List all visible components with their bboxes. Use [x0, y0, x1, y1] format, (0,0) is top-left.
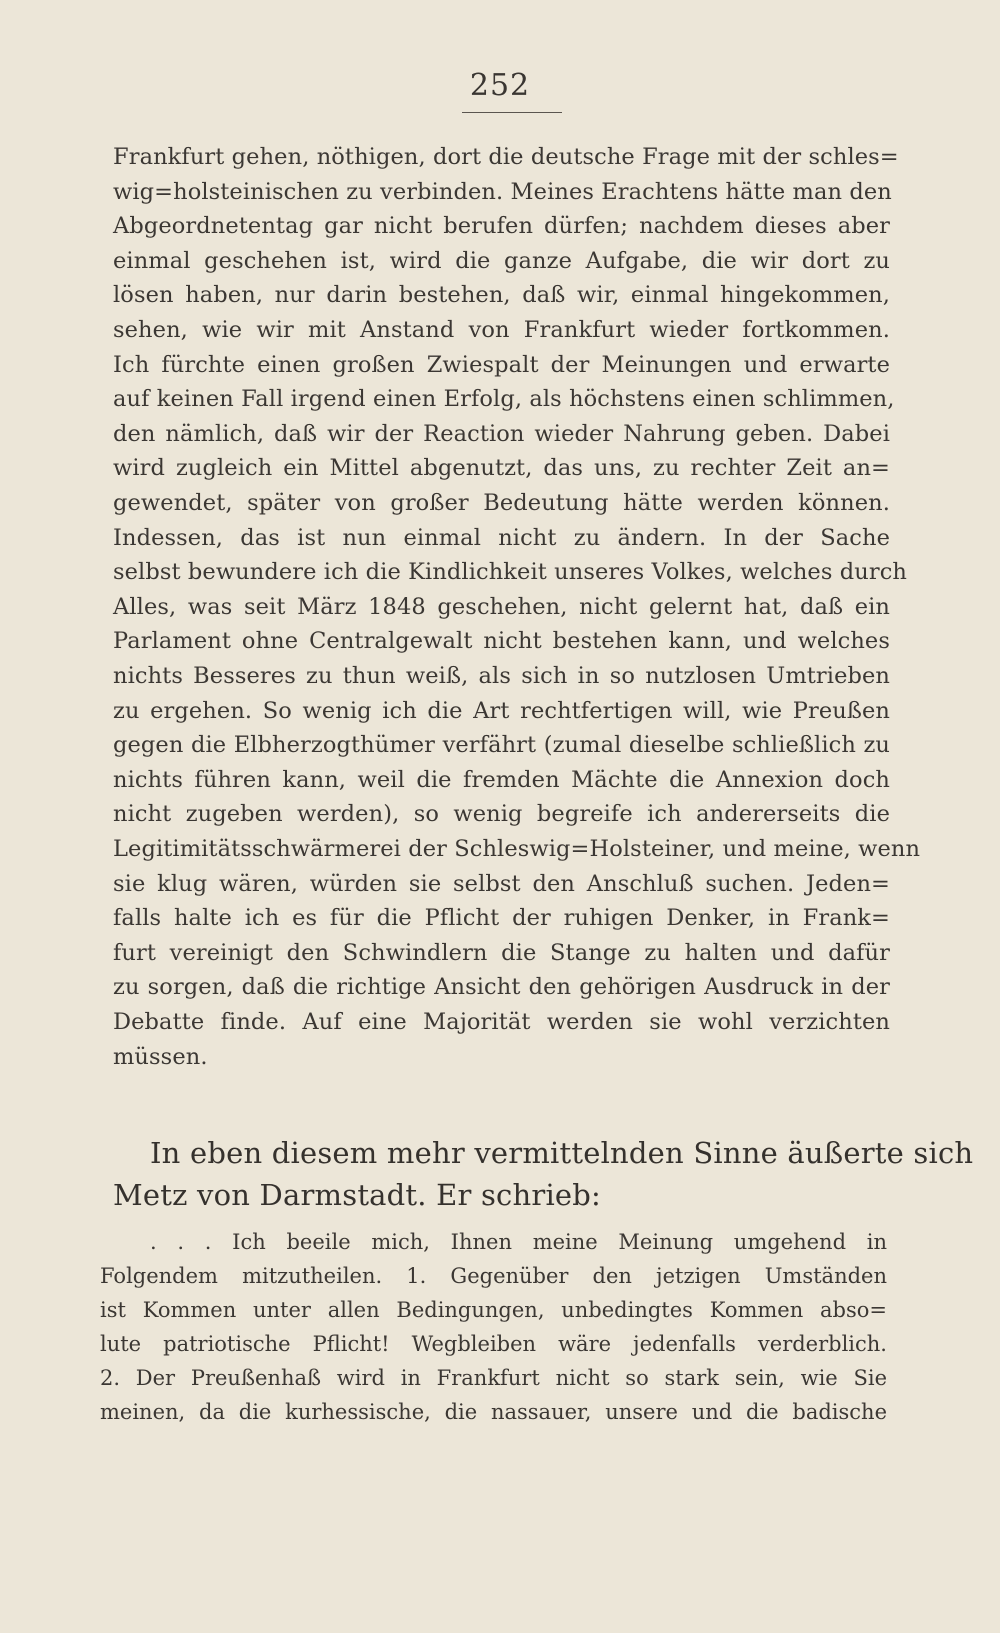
quote-line: ist Kommen unter allen Bedingungen, unbedingtes Kommen abso= [100, 1298, 887, 1322]
body-line: den nämlich, daß wir der Reaction wieder Nahrung geben. Dabei [113, 421, 890, 447]
body-line: falls halte ich es für die Pflicht der ruhigen Denker, in Frank= [113, 905, 890, 931]
body-line: nichts Besseres zu thun weiß, als sich in so nutzlosen Umtrieben [113, 663, 890, 689]
quote-line: lute patriotische Pflicht! Wegbleiben wäre jedenfalls verderblich. [100, 1332, 887, 1356]
body-line: sie klug wären, würden sie selbst den Anschluß suchen. Jeden= [113, 871, 890, 897]
body-line: sehen, wie wir mit Anstand von Frankfurt wieder fortkommen. [113, 317, 890, 343]
body-line: Frankfurt gehen, nöthigen, dort die deutsche Frage mit der schles= [113, 144, 899, 170]
body-line: furt vereinigt den Schwindlern die Stange zu halten und dafür [113, 940, 890, 966]
body-line: selbst bewundere ich die Kindlichkeit unseres Volkes, welches durch [113, 559, 907, 585]
body-line: zu ergehen. So wenig ich die Art rechtfertigen will, wie Preußen [113, 698, 890, 724]
quote-line: meinen, da die kurhessische, die nassauer, unsere und die badische [100, 1400, 887, 1424]
body-line: lösen haben, nur darin bestehen, daß wir, einmal hingekommen, [113, 282, 890, 308]
body-line: wird zugleich ein Mittel abgenutzt, das uns, zu rechter Zeit an= [113, 455, 890, 481]
narrative-line: Metz von Darmstadt. Er schrieb: [113, 1178, 602, 1212]
body-line: Legitimitätsschwärmerei der Schleswig=Holsteiner, und meine, wenn [113, 836, 921, 862]
body-line: gegen die Elbherzogthümer verfährt (zumal dieselbe schließlich zu [113, 732, 890, 758]
quote-line: . . . Ich beeile mich, Ihnen meine Meinung umgehend in [150, 1230, 887, 1254]
body-line: Abgeordnetentag gar nicht berufen dürfen; nachdem dieses aber [113, 213, 890, 239]
body-line: nicht zugeben werden), so wenig begreife ich andererseits die [113, 801, 890, 827]
body-line: gewendet, später von großer Bedeutung hätte werden können. [113, 490, 890, 516]
page-number-rule [462, 112, 562, 113]
body-line: müssen. [113, 1044, 208, 1070]
quote-line: 2. Der Preußenhaß wird in Frankfurt nicht so stark sein, wie Sie [100, 1366, 887, 1390]
body-line: nichts führen kann, weil die fremden Mächte die Annexion doch [113, 767, 890, 793]
body-line: Indessen, das ist nun einmal nicht zu ändern. In der Sache [113, 525, 890, 551]
body-line: Debatte finde. Auf eine Majorität werden sie wohl verzichten [113, 1009, 890, 1035]
narrative-line: In eben diesem mehr vermittelnden Sinne äußerte sich [150, 1136, 974, 1170]
body-line: wig=holsteinischen zu verbinden. Meines Erachtens hätte man den [113, 179, 892, 205]
body-line: Ich fürchte einen großen Zwiespalt der Meinungen und erwarte [113, 352, 890, 378]
body-line: auf keinen Fall irgend einen Erfolg, als höchstens einen schlimmen, [113, 386, 895, 412]
body-line: Alles, was seit März 1848 geschehen, nicht gelernt hat, daß ein [113, 594, 890, 620]
page-number: 252 [469, 68, 531, 103]
body-line: einmal geschehen ist, wird die ganze Aufgabe, die wir dort zu [113, 248, 890, 274]
body-line: Parlament ohne Centralgewalt nicht bestehen kann, und welches [113, 628, 890, 654]
quote-line: Folgendem mitzutheilen. 1. Gegenüber den jetzigen Umständen [100, 1264, 887, 1288]
body-line: zu sorgen, daß die richtige Ansicht den gehörigen Ausdruck in der [113, 974, 890, 1000]
